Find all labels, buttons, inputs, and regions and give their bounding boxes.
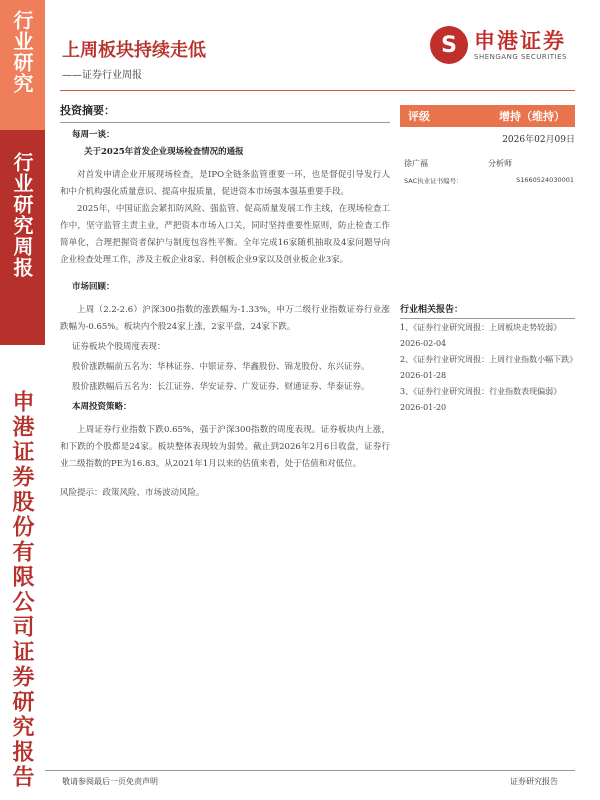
strategy-section-heading: 本周投资策略： [72,402,132,412]
logo-name-cn: 申港证券 [474,29,566,53]
rating-label: 评级 [408,110,430,123]
sidebar-report-type [0,130,45,345]
analyst-title: 分析师 [488,159,512,168]
sac-label: SAC执业证书编号： [404,177,463,185]
top-five-stocks: 股价涨跌幅前五名为：华林证券、中银证券、华鑫股份、锦龙股份、东兴证券。 [72,362,370,372]
weekly-topic: 关于2025年首发企业现场检查情况的通报 [84,147,244,157]
related-report-link[interactable]: 3、《证券行业研究周报：行业指数表现偏弱》2026-01-20 [400,387,562,412]
sidebar-company [0,345,45,800]
stock-performance-title: 证券板块个股周度表现： [72,342,166,352]
related-reports-heading: 行业相关报告： [400,302,575,319]
rating-bar [400,105,575,127]
analyst-sac [404,176,574,185]
page-title: 上周板块持续走低 [62,40,206,61]
summary-heading: 投资摘要： [60,102,390,123]
related-report-link[interactable]: 1、《证券行业研究周报：上周板块走势较弱》2026-02-04 [400,323,562,348]
logo-mark-letter: S [441,32,457,58]
company-logo [430,26,567,64]
sidebar-category-label: 行业研究 [10,10,34,94]
logo-mark-icon [430,26,468,64]
strategy-paragraph: 上周证券行业指数下跌0.65%，强于沪深300指数的周度表现。证券板块内上涨，和下跌的个股都是24家。板块整体表现较为弱势。截止到2026年2月6日收盘，证券行业二级指数的PE为16.83。从2021年1月以来的估值来看，处于估值和对低位。 [60,425,390,469]
sac-number: S1660524030001 [516,176,574,184]
footer-divider [45,770,575,771]
weekly-paragraph-1: 对首发申请企业开展现场检查，是IPO全链条监管重要一环，也是督促引导发行人和中介机构强化质量意识、提高申报质量，促进资本市场强本强基重要手段。 [60,170,390,197]
footer-disclaimer: 敬请参阅最后一页免责声明 [62,777,158,786]
main-content [60,100,390,502]
market-paragraph: 上周（2.2-2.6）沪深300指数的涨跌幅为-1.33%，申万二级行业指数证券行业涨跌幅为-0.65%。板块内个股24家上涨，2家平盘，24家下跌。 [60,305,390,332]
header-divider [60,90,575,91]
weekly-paragraph-2: 2025年，中国证监会紧扣防风险、强监管、促高质量发展工作主线，在现场检查工作中，坚守监管主责主业，严把资本市场入口关，同时坚持重要性原则，防止检查工作简单化，合理把握资者保护与制度包容性平衡。全年完成16家随机抽取及4家问题导向企业检查处理工作，涉及主板企业8家、科创板企业9家以及创业板企业3家。 [60,204,390,265]
analyst-name: 徐广福 [404,159,428,168]
weekly-section-heading: 每周一谈： [72,130,115,140]
sidebar-company-label: 申港证券股份有限公司证券研究报告 [9,390,35,790]
logo-name-en: SHENGANG SECURITIES [474,53,567,61]
page-subtitle: ——证券行业周报 [62,70,142,81]
bottom-five-stocks: 股价涨跌幅后五名为：长江证券、华安证券、广发证券、财通证券、华泰证券。 [72,382,370,392]
market-section-heading: 市场回顾： [72,282,115,292]
footer-label: 证券研究报告 [510,777,558,786]
logo-wordmark [474,29,567,61]
sidebar-category [0,0,45,130]
risk-warning: 风险提示：政策风险、市场波动风险。 [60,488,205,498]
report-date: 2026年02月09日 [502,135,575,145]
rating-value: 增持（维持） [499,110,565,123]
related-reports-list [400,320,575,416]
related-report-link[interactable]: 2、《证券行业研究周报：上周行业指数小幅下跌》2026-01-28 [400,355,574,380]
sidebar-report-type-label: 行业研究周报 [10,152,34,278]
